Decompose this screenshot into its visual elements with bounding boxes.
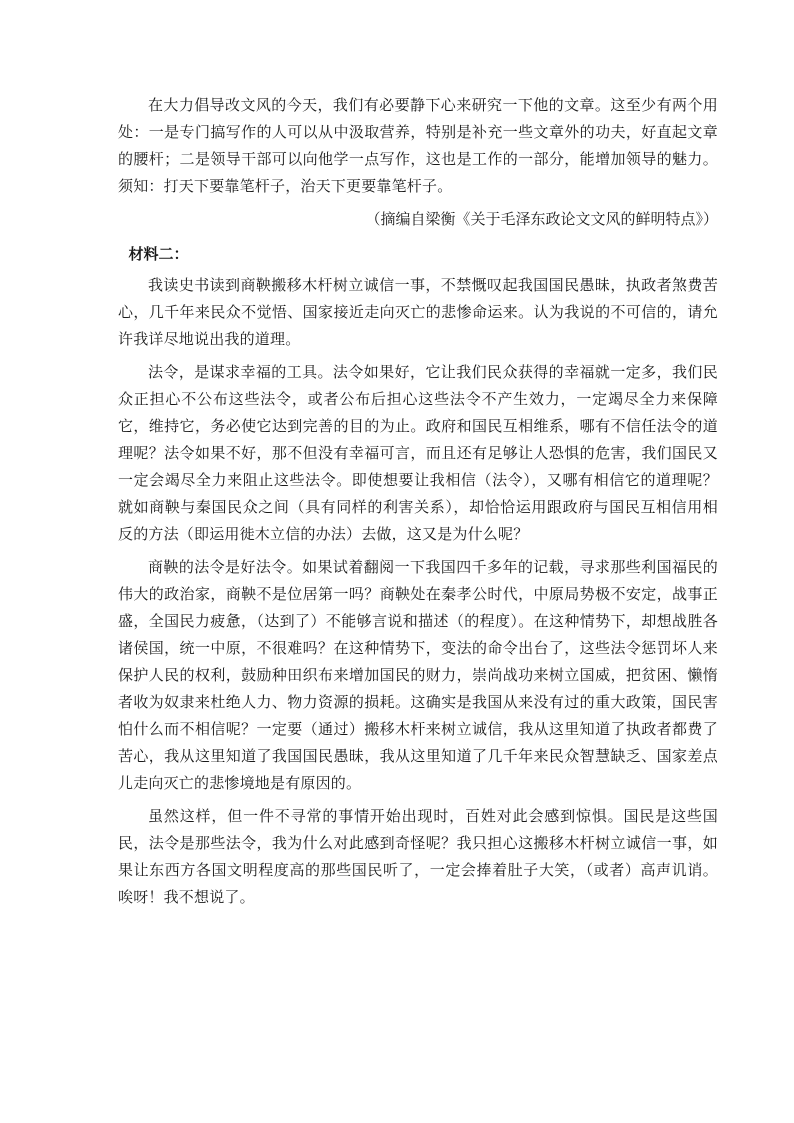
material-two-paragraph-3: 商鞅的法令是好法令。如果试着翻阅一下我国四千多年的记载，寻求那些利国福民的伟大的政治家，商鞅不是位居第一吗？商鞅处在秦孝公时代，中原局势极不安定，战事正盛，全国民力疲惫，（达到了）不能够言说和描述（的程度）。在这种情势下，却想战胜各诸侯国，统一中原，不很难吗？在这种情势下，变法的命令出台了，这些法令惩罚坏人来保护人民的权利，鼓励种田织布来增加国民的财力，崇尚战功来树立国威，把贫困、懒惰者收为奴隶来杜绝人力、物力资源的损耗。这确实是我国从来没有过的重大政策，国民害怕什么而不相信呢？一定要（通过）搬移木杆来树立诚信，我从这里知道了执政者都费了苦心，我从这里知道了我国国民愚昧，我从这里知道了几千年来民众智慧缺乏、国家差点儿走向灭亡的悲惨境地是有原因的。 — [118, 558, 718, 792]
material-one-closing-paragraph: 在大力倡导改文风的今天，我们有必要静下心来研究一下他的文章。这至少有两个用处：一是专门搞写作的人可以从中汲取营养，特别是补充一些文章外的功夫，好直起文章的腰杆；二是领导干部可以向他学一点写作，这也是工作的一部分，能增加领导的魅力。须知：打天下要靠笔杆子，治天下更要靠笔杆子。 — [118, 96, 718, 195]
material-two-paragraph-1: 我读史书读到商鞅搬移木杆树立诚信一事，不禁慨叹起我国国民愚昧，执政者煞费苦心，几千年来民众不觉悟、国家接近走向灭亡的悲惨命运来。认为我说的不可信的，请允许我详尽地说出我的道理。 — [118, 276, 718, 348]
material-two-heading: 材料二： — [128, 245, 189, 263]
material-two-paragraph-4: 虽然这样，但一件不寻常的事情开始出现时，百姓对此会感到惊惧。国民是这些国民，法令是那些法令，我为什么对此感到奇怪呢？我只担心这搬移木杆树立诚信一事，如果让东西方各国文明程度高的那些国民听了，一定会捧着肚子大笑，（或者）高声讥诮。唉呀！我不想说了。 — [118, 807, 718, 906]
material-one-source-citation: （摘编自梁衡《关于毛泽东政论文文风的鲜明特点》） — [365, 210, 718, 228]
document-page — [118, 92, 718, 911]
material-two-paragraph-2: 法令，是谋求幸福的工具。法令如果好，它让我们民众获得的幸福就一定多，我们民众正担心不公布这些法令，或者公布后担心这些法令不产生效力，一定竭尽全力来保障它，维持它，务必使它达到完善的目的为止。政府和国民互相维系，哪有不信任法令的道理呢？法令如果不好，那不但没有幸福可言，而且还有足够让人恐惧的危害，我们国民又一定会竭尽全力来阻止这些法令。即使想要让我相信（法令），又哪有相信它的道理呢？就如商鞅与秦国民众之间（具有同样的利害关系），却恰恰运用跟政府与国民互相信用相反的方法（即运用徙木立信的办法）去做，这又是为什么呢？ — [118, 363, 718, 543]
